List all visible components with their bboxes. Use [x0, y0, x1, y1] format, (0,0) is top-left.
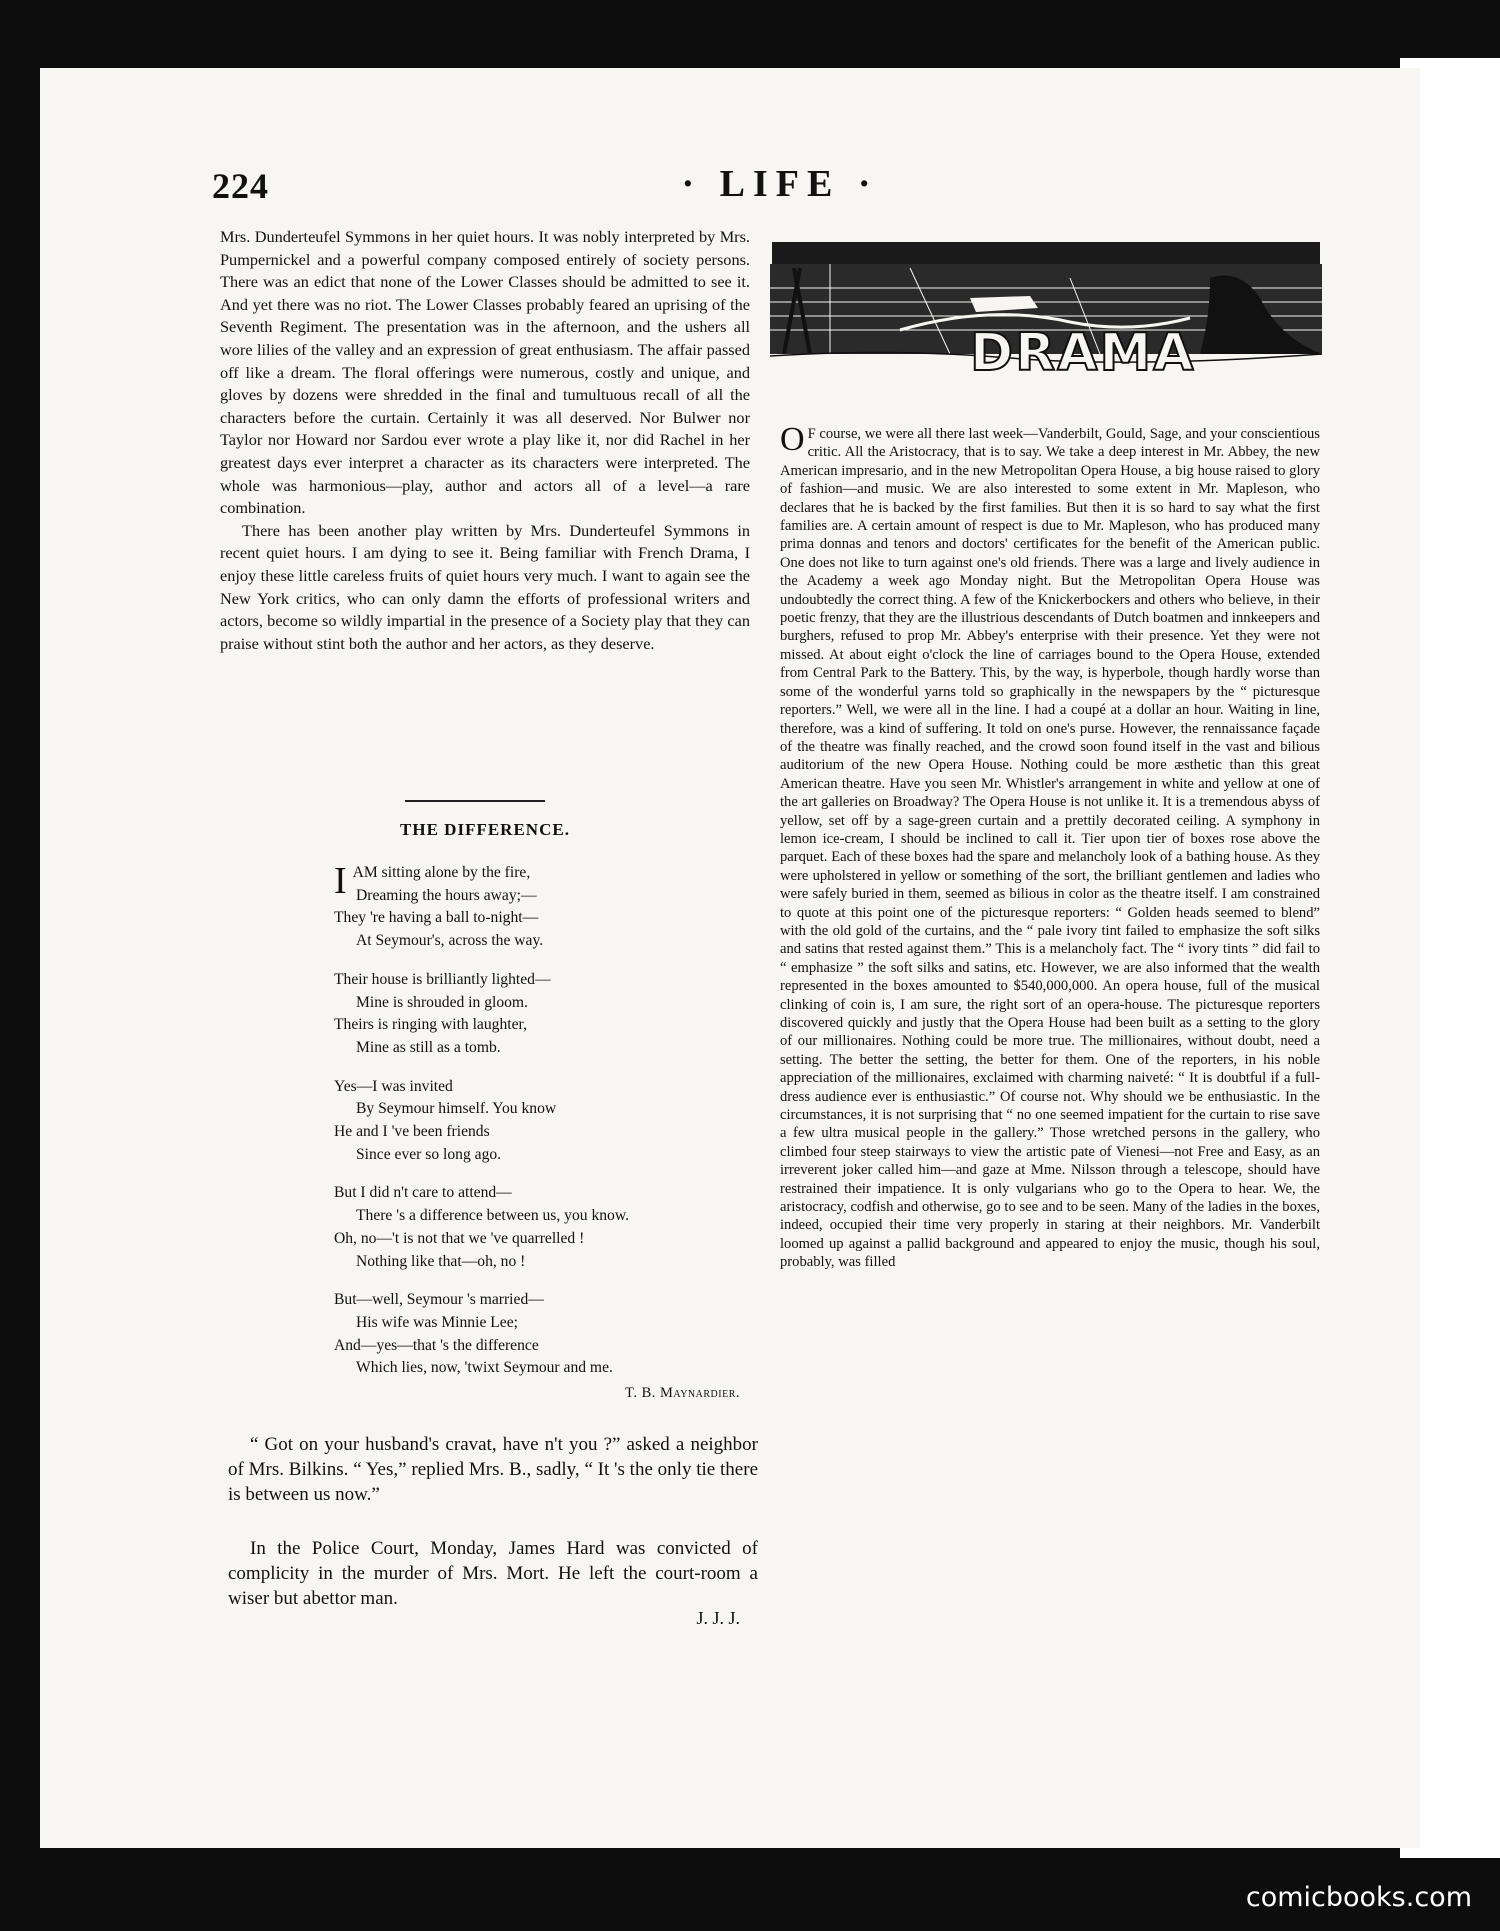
poem-stanza-4: [334, 1182, 754, 1273]
poem-line: Which lies, now, 'twixt Seymour and me.: [356, 1359, 613, 1377]
poem-line: Nothing like that—oh, no !: [356, 1252, 526, 1270]
joke-cravat: “ Got on your husband's cravat, have n't you ?” asked a neighbor of Mrs. Bilkins. “ Yes,” replied Mrs. B., sadly, “ It 's the only tie there is between us now.”: [228, 1434, 758, 1505]
poem-line: Their house is brilliantly lighted—: [334, 970, 551, 988]
poem-stanza-3: [334, 1076, 754, 1167]
poem-drop-cap: I: [334, 860, 347, 902]
poem-stanza-5: [334, 1289, 754, 1380]
poem-line: At Seymour's, across the way.: [356, 932, 544, 950]
poem-line: And—yes—that 's the difference: [334, 1336, 539, 1354]
left-column-text: [220, 226, 750, 655]
poem-line: Oh, no—'t is not that we 've quarrelled !: [334, 1229, 585, 1247]
poem-line: Theirs is ringing with laughter,: [334, 1016, 527, 1034]
poem-line: They 're having a ball to-night—: [334, 909, 539, 927]
poem-line: There 's a difference between us, you know.: [356, 1207, 629, 1225]
poem-line: Mine is shrouded in gloom.: [356, 993, 528, 1011]
poem-line: AM sitting alone by the fire,: [352, 864, 531, 881]
section-divider: [405, 800, 545, 802]
poem-line: Mine as still as a tomb.: [356, 1038, 501, 1056]
poem-line: He and I 've been friends: [334, 1123, 490, 1141]
poem-author: T. B. Maynardier.: [625, 1385, 740, 1401]
drama-drop-cap: O: [780, 421, 805, 458]
poem-stanza-2: [334, 969, 754, 1060]
drama-article-body: F course, we were all there last week—Vanderbilt, Gould, Sage, and your conscientious critic. All the Aristocracy, that is to say. We take a deep interest in Mr. Abbey, the new American impresario, and in the new Metropolitan Opera House, a big house raised to glory of fashion—and music. We are also interested to some extent in Mr. Mapleson, who declares that he is backed by the first families. But then it is so hard to say what the first families are. A certain amount of respect is due to Mr. Mapleson, who has produced many prima donnas and tenors and doctors' certificates for the benefit of the American public. One does not like to turn against one's old friends. There was a large and lively audience in the Academy a week ago Monday night. But the Metropolitan Opera House was undoubtedly the correct thing. A few of the Knickerbockers and others who believe, in their poetic frenzy, that they are the illustrious descendants of Dutch boatmen and innkeepers and burghers, refused to prop Mr. Abbey's enterprise with their presence. Yet they were not missed. At about eight o'clock the line of carriages bound to the Opera House, extended from Central Park to the Battery. This, by the way, is hyperbole, though hardly worse than some of the wonderful yarns told so graphically in the newspapers by the “ picturesque reporters.” Well, we were all in the line. I had a coupé at a dollar an hour. Waiting in line, therefore, was a kind of suffering. It told on one's purse. However, the rennaissance façade of the theatre was finally reached, and the crowd soon found itself in the vast and bilious auditorium of the new Opera House. Nothing could be more æsthetic than this great American theatre. Have you seen Mr. Whistler's arrangement in white and yellow at one of the art galleries on Broadway? The Opera House is not unlike it. It is a tremendous abyss of yellow, set off by a sage-green curtain and a prettily decorated ceiling. A symphony in lemon ice-cream, I should be inclined to call it. Tier upon tier of boxes rose above the parquet. Each of these boxes had the spare and melancholy look of a bathing house. As they were upholstered in yellow or something of the sort, the brilliant gentlemen and ladies who were safely buried in them, seemed as bilious in color as the theatre itself. I am constrained to quote at this point one of the picturesque reporters: “ Golden heads seemed to blend” with the old gold of the curtains, and the “ pale ivory tint failed to emphasize the soft silks and satins that rested against them.” This is a melancholy fact. The “ ivory tints ” did fail to “ emphasize ” the soft silks and satins, etc. However, we are also informed that the wealth represented in the boxes amounted to $540,000,000. An opera house, full of the musical clinking of coin is, I am sure, the right sort of an opera-house. The picturesque reporters discovered quickly and justly that the Opera House had been built as a setting to the glory of our millionaires. Nothing could be more true. The millionaires, without doubt, need a setting. The better the setting, the better for them. One of the reporters, in his noble appreciation of the millionaires, exclaimed with charming naiveté: “ It is doubtful if a full-dress audience ever is enthusiastic.” Of course not. Why should we be enthusiastic. In the circumstances, it is not surprising that “ no one seemed impatient for the curtain to rise save a few ultra musical people in the gallery.” Those wretched persons in the gallery, who climbed four steep stairways to view the artistic pate of Vienesi—not Free and Easy, as an irreverent joker called him—and gaze at Mme. Nilsson through a telescope, should have restrained their impatience. It is only vulgarians who go to the Opera to hear. We, the aristocracy, codfish and otherwise, go to see and to be seen. Many of the ladies in the boxes, indeed, occupied their time very properly in staring at their neighbors. Mr. Vanderbilt loomed up against a pallid background and appeared to enjoy the music, though his soul, probably, was filled: [780, 426, 1320, 1271]
poem-line: His wife was Minnie Lee;: [356, 1313, 518, 1331]
poem-line: But I did n't care to attend—: [334, 1184, 512, 1202]
joke-police-court: In the Police Court, Monday, James Hard was convicted of complicity in the murder of Mrs. Mort. He left the court-room a wiser but abettor man.: [228, 1538, 758, 1609]
poem-line: Since ever so long ago.: [356, 1145, 502, 1163]
jokes-signature: J. J. J.: [696, 1608, 740, 1628]
left-paragraph-1: Mrs. Dunderteufel Symmons in her quiet hours. It was nobly interpreted by Mrs. Pumpernickel and a powerful company composed entirely of society persons. There was an edict that none of the Lower Classes should be admitted to see it. And yet there was no riot. The Lower Classes probably feared an uprising of the Seventh Regiment. The presentation was in the afternoon, and the ushers all wore lilies of the valley and an expression of great enthusiasm. The affair passed off like a dream. The floral offerings were numerous, costly and unique, and gloves by dozens were shredded in the final and tumultuous recall of all the characters before the curtain. Certainly it was all deserved. Nor Bulwer nor Taylor nor Howard nor Sardou ever wrote a play like it, nor did Rachel in her greatest days ever interpret a character as its characters were interpreted. The whole was harmonious—play, author and actors all of a level—a rare combination.: [220, 227, 750, 518]
poem-line: But—well, Seymour 's married—: [334, 1291, 544, 1309]
site-watermark: comicbooks.com: [1245, 1882, 1472, 1913]
drama-banner-title: DRAMA: [970, 323, 1196, 378]
masthead-title: · LIFE ·: [681, 163, 879, 205]
poem-title: THE DIFFERENCE.: [400, 820, 570, 839]
poem-body: [334, 862, 754, 1396]
poem-line: Yes—I was invited: [334, 1077, 453, 1095]
page-number: 224: [212, 166, 269, 206]
drama-banner-illustration: [770, 238, 1322, 378]
poem-line: Dreaming the hours away;—: [356, 886, 537, 904]
drama-column-text: [780, 421, 1320, 1272]
poem-line: By Seymour himself. You know: [356, 1100, 557, 1118]
left-paragraph-2: There has been another play written by Mrs. Dunderteufel Symmons in recent quiet hours. I am dying to see it. Being familiar with French Drama, I enjoy these little careless fruits of quiet hours very much. I want to again see the New York critics, who can only damn the efforts of professional writers and actors, become so wildly impartial in the presence of a Society play that they can praise without stint both the author and her actors, as they deserve.: [220, 520, 750, 653]
poem-stanza-1: [334, 862, 754, 953]
